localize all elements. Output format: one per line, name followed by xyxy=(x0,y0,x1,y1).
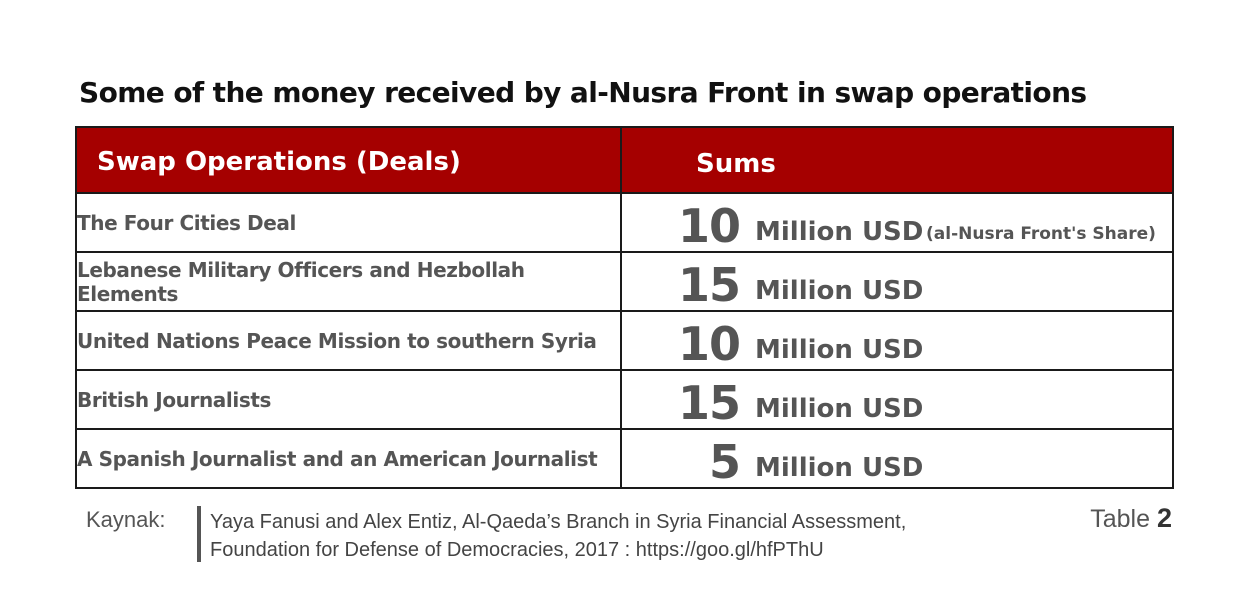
source-line-1: Yaya Fanusi and Alex Entiz, Al-Qaeda’s Branch in Syria Financial Assessment, xyxy=(210,511,907,533)
amount-value: 15 xyxy=(677,258,740,312)
sum-cell xyxy=(621,311,1173,370)
source-label: Kaynak: xyxy=(86,507,166,532)
amount-value: 15 xyxy=(677,376,740,430)
sum-cell xyxy=(621,429,1173,488)
table-number-label xyxy=(1090,503,1172,534)
column-header-sums: Sums xyxy=(621,127,1173,193)
table-number: 2 xyxy=(1156,503,1172,533)
amount-value: 10 xyxy=(677,199,740,253)
operation-cell: The Four Cities Deal xyxy=(76,193,621,252)
operation-cell: A Spanish Journalist and an American Journalist xyxy=(76,429,621,488)
source-citation xyxy=(210,508,906,564)
operation-cell: United Nations Peace Mission to southern Syria xyxy=(76,311,621,370)
column-header-operations: Swap Operations (Deals) xyxy=(76,127,621,193)
operation-cell: Lebanese Military Officers and Hezbollah Elements xyxy=(76,252,621,311)
amount-unit: Million USD xyxy=(755,335,924,365)
amount-unit: Million USD xyxy=(755,453,924,483)
table-row xyxy=(76,193,1173,252)
amount-note: (al-Nusra Front's Share) xyxy=(926,224,1156,244)
sum-cell xyxy=(621,252,1173,311)
table-row xyxy=(76,370,1173,429)
operation-cell: British Journalists xyxy=(76,370,621,429)
table-row xyxy=(76,252,1173,311)
amount-unit: Million USD xyxy=(755,276,924,306)
sum-cell xyxy=(621,193,1173,252)
amount-unit: Million USD xyxy=(755,394,924,424)
table-row xyxy=(76,311,1173,370)
amount-value: 10 xyxy=(677,317,740,371)
page-title: Some of the money received by al-Nusra Front in swap operations xyxy=(79,76,1087,109)
source-line-2: Foundation for Defense of Democracies, 2017 : https://goo.gl/hfPThU xyxy=(210,539,824,561)
source-divider xyxy=(197,506,201,562)
deals-table xyxy=(75,126,1174,489)
amount-unit: Million USD xyxy=(755,217,924,247)
table-row xyxy=(76,429,1173,488)
sum-cell xyxy=(621,370,1173,429)
table-header-row xyxy=(76,127,1173,193)
table-word: Table xyxy=(1090,505,1151,533)
amount-value: 5 xyxy=(708,435,740,489)
